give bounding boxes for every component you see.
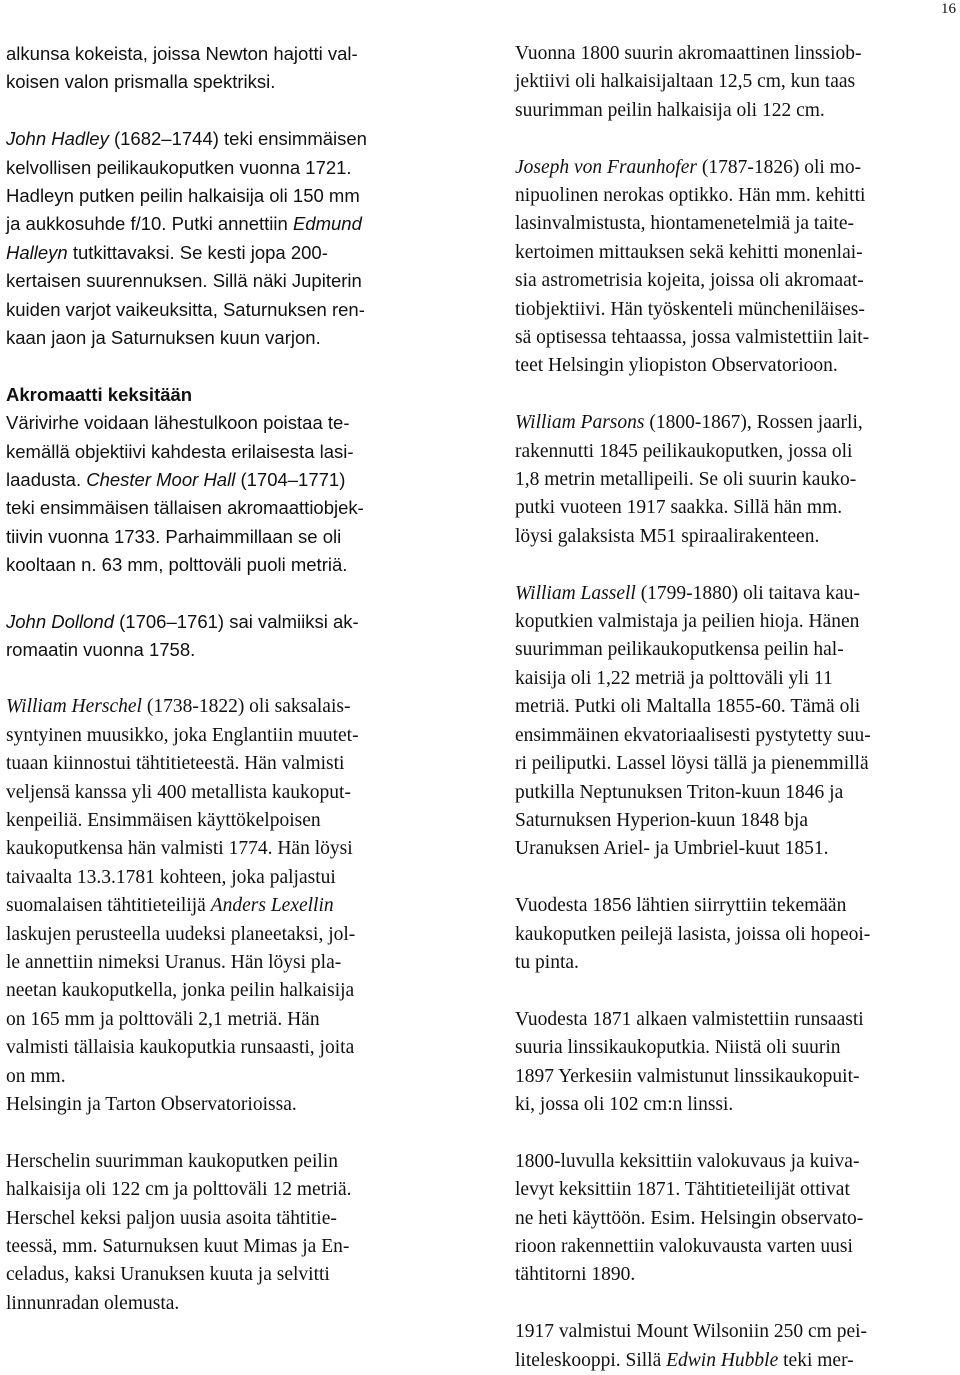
text-line: [6, 1091, 446, 1119]
text-run: putkilla Neptunuksen Triton-kuun 1846 ja: [515, 781, 844, 803]
text-line: [515, 580, 955, 608]
text-line: [515, 1063, 955, 1091]
text-line: [6, 977, 446, 1005]
text-run: rakennutti 1845 peilikaukoputken, jossa oli: [515, 440, 853, 462]
paragraph-gap: [6, 580, 446, 608]
left-column: [6, 40, 446, 1318]
text-run: (1738-1822) oli saksalais-: [141, 696, 351, 718]
text-line: [6, 949, 446, 977]
text-line: [515, 1034, 955, 1062]
text-line: [515, 1091, 955, 1119]
text-line: [6, 40, 446, 68]
text-line: [6, 1233, 446, 1261]
text-line: [6, 551, 446, 579]
section-heading: Akromaatti keksitään: [6, 383, 193, 405]
text-run: kooltaan n. 63 mm, polttoväli puoli metriä.: [6, 554, 348, 576]
text-run: neetan kaukoputkella, jonka peilin halkaisija: [6, 980, 355, 1002]
text-line: [6, 892, 446, 920]
text-run: levyt keksittiin 1871. Tähtitieteilijät ottivat: [515, 1179, 850, 1201]
text-line: [6, 296, 446, 324]
text-line: [6, 409, 446, 437]
text-line: [515, 324, 955, 352]
text-line: [515, 409, 955, 437]
text-run: Hadleyn putken peilin halkaisija oli 150 mm: [6, 185, 360, 207]
text-line: [6, 807, 446, 835]
paragraph-gap: [6, 665, 446, 693]
text-run: laadusta.: [6, 469, 87, 491]
text-run: laskujen perusteella uudeksi planeetaksi, jol-: [6, 923, 356, 945]
text-line: [6, 1176, 446, 1204]
text-run: linnunradan olemusta.: [6, 1292, 180, 1314]
text-run: teki ensimmäisen tällaisen akromaattiobjek-: [6, 497, 364, 519]
text-run: jektiivi oli halkaisijaltaan 12,5 cm, kun taas: [515, 71, 856, 93]
text-line: [515, 154, 955, 182]
text-line: [515, 1318, 955, 1346]
text-run: suuria linssikaukoputkia. Niistä oli suurin: [515, 1037, 841, 1059]
text-line: [515, 1205, 955, 1233]
text-run: Helsingin ja Tarton Observatorioissa.: [6, 1093, 297, 1115]
text-run: tähtitorni 1890.: [515, 1264, 636, 1286]
text-line: [515, 807, 955, 835]
text-line: [515, 438, 955, 466]
text-run: tu pinta.: [515, 951, 579, 973]
text-run: 1917 valmistui Mount Wilsoniin 250 cm pei-: [515, 1321, 868, 1343]
paragraph-gap: [515, 381, 955, 409]
text-run: ja aukkosuhde f/10. Putki annettiin: [6, 213, 293, 235]
paragraph: [515, 1006, 955, 1120]
text-line: [6, 154, 446, 182]
italic-name: John Hadley: [6, 128, 109, 150]
italic-name: Edmund: [292, 213, 362, 235]
text-run: kaisija oli 1,22 metriä ja polttoväli yli 11: [515, 667, 833, 689]
italic-name: Chester Moor Hall: [86, 469, 236, 491]
paragraph-gap: [515, 1119, 955, 1147]
text-run: Herschel keksi paljon uusia asoita tähtitie-: [6, 1207, 337, 1229]
text-line: [6, 210, 446, 238]
text-line: [515, 40, 955, 68]
text-run: kertaisen suurennuksen. Sillä näki Jupiterin: [6, 270, 362, 292]
text-run: ri peiliputki. Lassel löysi tällä ja pienemmillä: [515, 753, 869, 775]
text-run: (1704–1771): [235, 469, 346, 491]
text-line: [6, 267, 446, 295]
paragraph: [515, 409, 955, 551]
text-run: kertoimen mittauksen sekä kehitti monenlai-: [515, 241, 863, 263]
text-line: [515, 722, 955, 750]
text-run: ki, jossa oli 102 cm:n linssi.: [515, 1093, 734, 1115]
right-column: [515, 40, 955, 1375]
paragraph: [6, 40, 446, 97]
text-run: kenpeiliä. Ensimmäisen käyttökelpoisen: [6, 809, 321, 831]
text-run: Uranuksen Ariel- ja Umbriel-kuut 1851.: [515, 838, 829, 860]
text-run: ensimmäinen ekvatoriaalisesti pystytetty suu-: [515, 724, 871, 746]
text-run: ne heti käyttöön. Esim. Helsingin observato-: [515, 1207, 864, 1229]
text-line: [515, 466, 955, 494]
text-line: [515, 97, 955, 125]
text-run: sia astrometrisia kojeita, joissa oli akromaat-: [515, 270, 864, 292]
text-run: valmisti tällaisia kaukoputkia runsaasti, joita: [6, 1037, 355, 1059]
paragraph-gap: [515, 551, 955, 579]
italic-name: William Herschel: [6, 696, 142, 718]
text-line: [6, 1148, 446, 1176]
italic-name: William Parsons: [515, 412, 645, 434]
italic-name: Halleyn: [6, 241, 68, 263]
text-run: Herschelin suurimman kaukoputken peilin: [6, 1150, 338, 1172]
text-run: putki vuoteen 1917 saakka. Sillä hän mm.: [515, 497, 843, 519]
text-run: teessä, mm. Saturnuksen kuut Mimas ja En-: [6, 1235, 350, 1257]
text-line: [515, 1176, 955, 1204]
text-run: (1682–1744) teki ensimmäisen: [108, 128, 367, 150]
text-run: rioon rakennettiin valokuvausta varten uusi: [515, 1235, 853, 1257]
text-run: kuiden varjot vaikeuksitta, Saturnuksen ren-: [6, 298, 365, 320]
text-line: [6, 324, 446, 352]
text-line: [515, 1261, 955, 1289]
text-line: [515, 296, 955, 324]
paragraph-gap: [6, 352, 446, 380]
page-number: 16: [941, 1, 956, 17]
text-line: [6, 636, 446, 664]
text-line: [515, 835, 955, 863]
text-run: syntyinen muusikko, joka Englantiin muutet-: [6, 724, 359, 746]
text-run: lasinvalmistusta, hiontamenetelmiä ja taite-: [515, 213, 854, 235]
text-run: tiivin vuonna 1733. Parhaimmillaan se oli: [6, 525, 342, 547]
paragraph: [6, 125, 446, 352]
text-run: (1799-1880) oli taitava kau-: [635, 582, 860, 604]
text-line: [6, 381, 446, 409]
text-line: [6, 1261, 446, 1289]
text-run: Vuodesta 1856 lähtien siirryttiin tekemään: [515, 895, 847, 917]
text-run: Vuodesta 1871 alkaen valmistettiin runsaasti: [515, 1008, 864, 1030]
text-line: [6, 1290, 446, 1318]
paragraph-gap: [515, 1290, 955, 1318]
text-line: [515, 949, 955, 977]
text-line: [515, 636, 955, 664]
text-line: [515, 68, 955, 96]
text-run: Saturnuksen Hyperion-kuun 1848 bja: [515, 809, 808, 831]
text-run: (1787-1826) oli mo-: [696, 156, 862, 178]
text-run: sä optisessa tehtaassa, jossa valmistettiin lait-: [515, 327, 870, 349]
text-run: on 165 mm ja polttoväli 2,1 metriä. Hän: [6, 1008, 320, 1030]
paragraph: [6, 693, 446, 1119]
text-run: koisen valon prismalla spektriksi.: [6, 71, 276, 93]
paragraph: [515, 580, 955, 864]
text-run: teet Helsingin yliopiston Observatorioon.: [515, 355, 838, 377]
text-run: veljensä kanssa yli 400 metallista kaukoput-: [6, 781, 351, 803]
paragraph-gap: [6, 97, 446, 125]
paragraph-gap: [6, 1119, 446, 1147]
text-line: [6, 835, 446, 863]
text-run: 1897 Yerkesiin valmistunut linssikaukopuit-: [515, 1065, 860, 1087]
text-line: [515, 523, 955, 551]
text-line: [6, 182, 446, 210]
text-line: [515, 210, 955, 238]
text-line: [515, 1148, 955, 1176]
italic-name: William Lassell: [515, 582, 636, 604]
text-line: [515, 608, 955, 636]
text-line: [6, 608, 446, 636]
paragraph-gap: [515, 125, 955, 153]
text-line: [6, 1063, 446, 1091]
paragraph: [515, 892, 955, 977]
text-run: (1800-1867), Rossen jaarli,: [644, 412, 863, 434]
text-line: [6, 1034, 446, 1062]
text-run: tiobjektiivi. Hän työskenteli müncheniläises-: [515, 298, 865, 320]
text-run: (1706–1761) sai valmiiksi ak-: [114, 611, 359, 633]
text-line: [515, 665, 955, 693]
text-line: [6, 779, 446, 807]
text-line: [6, 693, 446, 721]
paragraph-gap: [515, 864, 955, 892]
text-line: [515, 779, 955, 807]
paragraph: [6, 1148, 446, 1318]
text-line: [515, 750, 955, 778]
text-line: [6, 864, 446, 892]
text-run: on mm.: [6, 1065, 66, 1087]
text-run: koputkien valmistaja ja peilien hioja. Hänen: [515, 611, 860, 633]
text-run: suurimman peilin halkaisija oli 122 cm.: [515, 99, 825, 121]
paragraph-gap: [515, 977, 955, 1005]
text-run: romaatin vuonna 1758.: [6, 639, 196, 661]
text-run: Vuonna 1800 suurin akromaattinen linssiob-: [515, 43, 862, 64]
text-line: [6, 1006, 446, 1034]
text-line: [515, 267, 955, 295]
text-run: kemällä objektiivi kahdesta erilaisesta lasi-: [6, 440, 354, 462]
text-run: le annettiin nimeksi Uranus. Hän löysi pla-: [6, 951, 342, 973]
italic-name: Edwin Hubble: [666, 1349, 779, 1371]
text-line: [6, 466, 446, 494]
text-line: [515, 494, 955, 522]
text-run: löysi galaksista M51 spiraalirakenteen.: [515, 525, 820, 547]
italic-name: Joseph von Fraunhofer: [515, 156, 697, 178]
text-run: suurimman peilikaukoputkensa peilin hal-: [515, 639, 844, 661]
paragraph: [515, 1148, 955, 1290]
text-line: [6, 523, 446, 551]
paragraph: [515, 40, 955, 125]
text-line: [515, 182, 955, 210]
text-run: liteleskooppi. Sillä: [515, 1349, 667, 1371]
paragraph: [6, 381, 446, 580]
text-run: teki mer-: [778, 1349, 854, 1371]
text-line: [515, 1006, 955, 1034]
text-run: celadus, kaksi Uranuksen kuuta ja selvitti: [6, 1264, 330, 1286]
text-line: [6, 494, 446, 522]
text-line: [6, 921, 446, 949]
text-line: [515, 352, 955, 380]
text-run: kelvollisen peilikaukoputken vuonna 1721.: [6, 156, 352, 178]
text-run: suomalaisen tähtitieteilijä: [6, 895, 211, 917]
text-line: [515, 239, 955, 267]
text-line: [515, 1347, 955, 1375]
text-line: [6, 722, 446, 750]
text-run: kaan jaon ja Saturnuksen kuun varjon.: [6, 327, 321, 349]
text-run: tuaan kiinnostui tähtitieteestä. Hän valmisti: [6, 753, 345, 775]
text-run: taivaalta 13.3.1781 kohteen, joka paljastui: [6, 866, 336, 888]
text-line: [6, 125, 446, 153]
text-run: alkunsa kokeista, joissa Newton hajotti val-: [6, 43, 358, 64]
italic-name: John Dollond: [6, 611, 114, 633]
text-line: [515, 892, 955, 920]
text-line: [6, 239, 446, 267]
text-run: kaukoputkensa hän valmisti 1774. Hän löysi: [6, 838, 353, 860]
text-run: nipuolinen nerokas optikko. Hän mm. kehitti: [515, 185, 866, 207]
text-run: kaukoputken peilejä lasista, joissa oli hopeoi-: [515, 923, 871, 945]
text-line: [515, 1233, 955, 1261]
text-run: 1,8 metrin metallipeili. Se oli suurin kauko-: [515, 469, 857, 491]
italic-name: Anders Lexellin: [210, 895, 334, 917]
text-line: [515, 921, 955, 949]
text-line: [6, 68, 446, 96]
paragraph: [515, 1318, 955, 1375]
text-run: Värivirhe voidaan lähestulkoon poistaa te-: [6, 412, 350, 434]
text-line: [6, 438, 446, 466]
paragraph: [515, 154, 955, 381]
text-run: metriä. Putki oli Maltalla 1855-60. Tämä oli: [515, 696, 861, 718]
text-line: [515, 693, 955, 721]
text-line: [6, 1205, 446, 1233]
text-run: 1800-luvulla keksittiin valokuvaus ja kuiva-: [515, 1150, 860, 1172]
text-line: [6, 750, 446, 778]
text-run: halkaisija oli 122 cm ja polttoväli 12 metriä.: [6, 1179, 352, 1201]
text-run: tutkittavaksi. Se kesti jopa 200-: [67, 241, 328, 263]
paragraph: [6, 608, 446, 665]
